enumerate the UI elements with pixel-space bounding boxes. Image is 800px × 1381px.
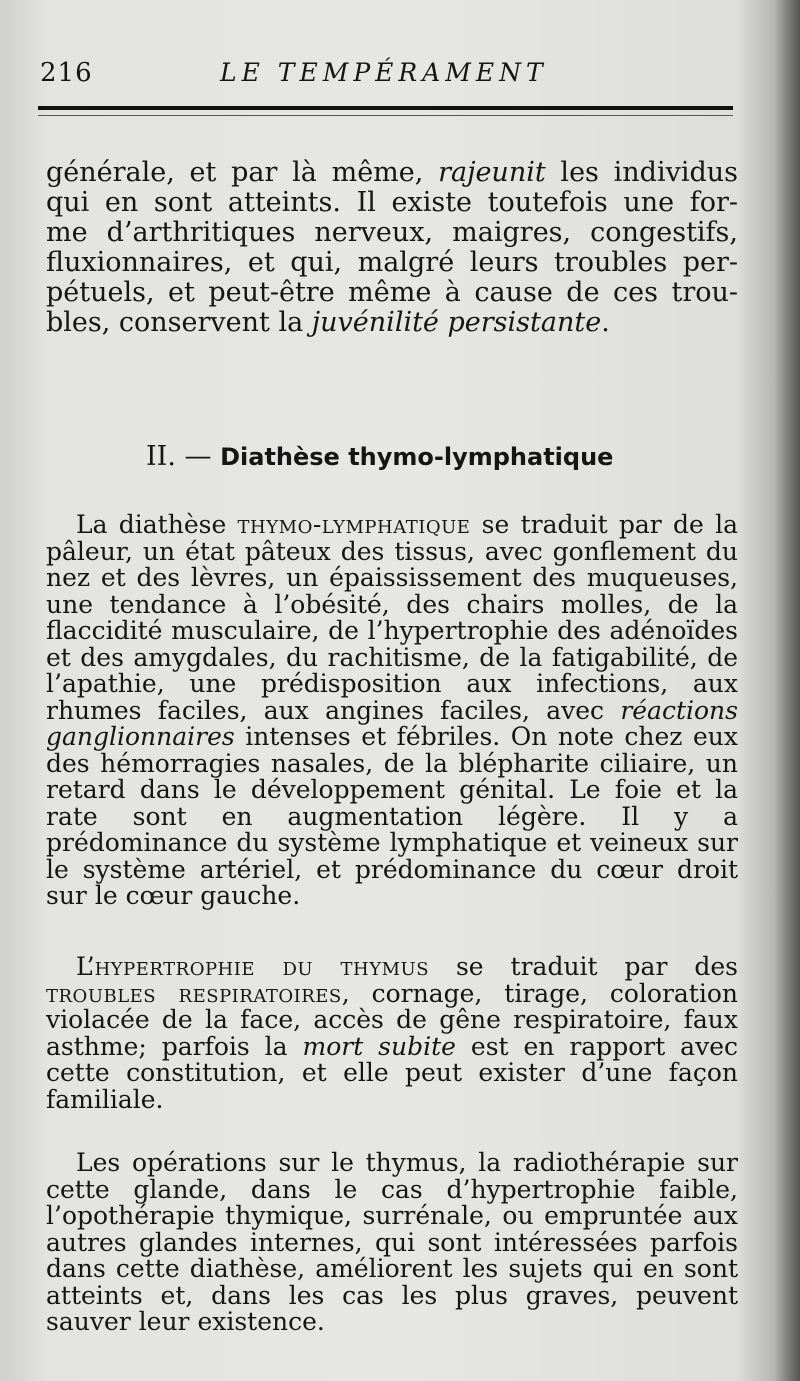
text-run: se traduit par de la pâleur, un état pâteux des tissus, avec gonflement du nez et des lèvres, un épaississement des muqueuses, une tendance à l’obésité, des chairs molles, de la flaccidité musculaire, de l’hypertrophie des adénoïdes et des amygdales, du rachitisme, de la fatigabilité, de l’apathie, une prédisposition aux infections, aux rhumes faciles, aux angines faciles, avec xyxy=(46,510,739,725)
text-run: L’ xyxy=(76,952,95,981)
running-title: LE TEMPÉRAMENT xyxy=(220,58,548,87)
paragraph-operations xyxy=(46,1150,738,1336)
text-line: me d’arthritiques nerveux, maigres, congestifs, xyxy=(46,217,738,248)
small-caps-run: hypertrophie du thymus xyxy=(94,952,430,981)
text-line xyxy=(46,158,738,188)
header-rule-thick xyxy=(38,106,733,110)
text-run: est en rapport avec cette constitution, et elle peut exister d’une façon familiale. xyxy=(46,1031,738,1114)
italic-run: rajeunit xyxy=(438,157,546,188)
text-run: les individus xyxy=(545,157,738,188)
paragraph-hypertrophie-thymus xyxy=(46,954,738,1113)
paragraph-continuation xyxy=(46,158,738,338)
italic-run: mort subite xyxy=(302,1031,456,1061)
text-run: générale, et par là même, xyxy=(46,157,439,188)
text-run: intenses et fébriles. On note chez eux des hémorragies nasales, de la blépharite ciliaire, un retard dans le développement génital. Le foie et la rate sont en augmentation légère. Il y a prédominance du système lymphatique et veineux sur le système artériel, et prédominance du cœur droit sur le cœur gauche. xyxy=(46,722,738,910)
text-run: Les opérations sur le thymus, la radiothérapie sur cette glande, dans le cas d’hypertrophie faible, l’opothérapie thymique, surrénale, ou empruntée aux autres glandes internes, qui sont intéressées parfois dans cette diathèse, améliorent les sujets qui en sont atteints et, dans les cas les plus graves, peuvent sauver leur existence. xyxy=(46,1148,738,1336)
text-line xyxy=(46,308,738,338)
text-run: . xyxy=(601,307,610,338)
section-number: II. — xyxy=(146,441,221,472)
text-line: qui en sont atteints. Il existe toutefois une for- xyxy=(46,187,738,218)
paragraph-thymo-lymphatique xyxy=(46,512,738,910)
page-number: 216 xyxy=(40,58,93,88)
header-rule-thin xyxy=(38,115,733,116)
text-run: bles, conservent la xyxy=(46,307,312,338)
small-caps-run: troubles respiratoires xyxy=(46,978,342,1008)
running-head xyxy=(40,58,740,98)
page-gutter-shadow xyxy=(774,0,800,1381)
text-run: se traduit par des xyxy=(429,952,738,981)
italic-run: réactions ganglionnaires xyxy=(46,695,738,751)
text-line: fluxionnaires, et qui, malgré leurs troubles per- xyxy=(46,247,738,278)
small-caps-run: thymo-lymphatique xyxy=(237,510,471,539)
text-line: pétuels, et peut-être même à cause de ces trou- xyxy=(46,277,738,308)
italic-run: juvénilité persistante xyxy=(311,307,602,338)
text-run: La diathèse xyxy=(76,510,238,539)
section-heading xyxy=(146,441,613,472)
section-title: Diathèse thymo-lymphatique xyxy=(220,443,614,471)
text-run: , cornage, tirage, coloration violacée de la face, accès de gêne respiratoire, faux asthme; parfois la xyxy=(46,978,738,1061)
